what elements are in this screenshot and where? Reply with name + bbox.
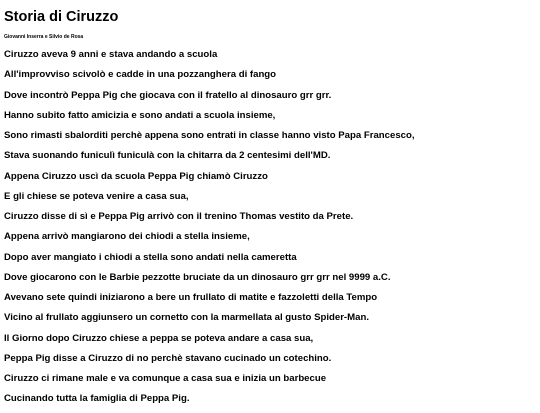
story-line: Hanno subito fatto amicizia e sono andati a scuola insieme, [4, 109, 276, 121]
story-lines [4, 48, 415, 413]
story-line: Cucinando tutta la famiglia di Peppa Pig. [4, 393, 190, 405]
story-line: Il Giorno dopo Ciruzzo chiese a peppa se poteva andare a casa sua, [4, 332, 314, 344]
story-line: Dove giocarono con le Barbie pezzotte bruciate da un dinosauro grr grr nel 9999 a.C. [4, 271, 391, 283]
document-title: Storia di Ciruzzo [4, 9, 119, 25]
story-line: Ciruzzo aveva 9 anni e stava andando a scuola [4, 49, 218, 60]
story-line: Appena Ciruzzo uscì da scuola Peppa Pig chiamò Ciruzzo [4, 170, 268, 182]
story-line: All'improvviso scivolò e cadde in una pozzanghera di fango [4, 69, 277, 81]
story-line: Ciruzzo disse di sì e Peppa Pig arrivò con il trenino Thomas vestito da Prete. [4, 211, 354, 222]
story-line: Sono rimasti sbalorditi perchè appena sono entrati in classe hanno visto Papa Francesco, [4, 130, 415, 141]
story-line: Dopo aver mangiato i chiodi a stella sono andati nella cameretta [4, 251, 297, 263]
document-authors: Giovanni Inserra e Silvio de Rosa [4, 34, 84, 40]
story-line: Dove incontrò Peppa Pig che giocava con il fratello al dinosauro grr grr. [4, 89, 332, 101]
story-line: Vicino al frullato aggiunsero un cornetto con la marmellata al gusto Spider-Man. [4, 312, 369, 324]
story-line: E gli chiese se poteva venire a casa sua, [4, 190, 189, 202]
story-line: Stava suonando funiculì funiculà con la chitarra da 2 centesimi dell'MD. [4, 150, 331, 162]
story-line: Appena arrivò mangiarono dei chiodi a stella insieme, [4, 231, 250, 243]
story-line: Ciruzzo ci rimane male e va comunque a casa sua e inizia un barbecue [4, 373, 327, 384]
story-line: Avevano sete quindi iniziarono a bere un frullato di matite e fazzoletti della Tempo [4, 292, 378, 303]
story-line: Peppa Pig disse a Ciruzzo di no perchè stavano cucinado un cotechino. [4, 352, 332, 364]
